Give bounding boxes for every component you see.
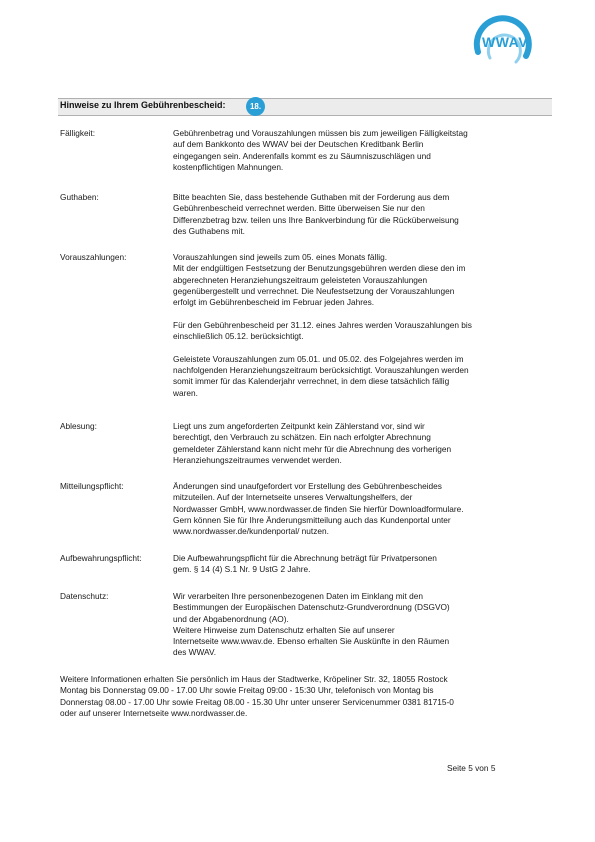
text-line: somit immer für das Kalenderjahr verrechnet, in dem diese tatsächlich fällig	[173, 376, 450, 387]
section-body	[173, 128, 548, 173]
section-label: Aufbewahrungspflicht:	[60, 553, 142, 563]
text-line: Nordwasser GmbH, www.nordwasser.de finden Sie hierfür Downloadformulare.	[173, 503, 464, 514]
page-number: Seite 5 von 5	[447, 763, 496, 773]
text-line: kostenpflichtigen Mahnungen.	[173, 161, 284, 172]
text-line: Mit der endgültigen Festsetzung der Benutzungsgebühren werden diese den im	[173, 263, 466, 274]
section-body	[173, 553, 548, 576]
section-body	[173, 481, 548, 537]
text-line: des Guthabens mit.	[173, 225, 245, 236]
text-line: abgerechneten Heranziehungszeitraum geleisteten Vorauszahlungen	[173, 274, 428, 285]
text-line: auf dem Bankkonto des WWAV bei der Deutschen Kreditbank Berlin	[173, 139, 424, 150]
text-line: und der Abgabenordnung (AO).	[173, 613, 289, 624]
text-line: Wir verarbeiten Ihre personenbezogenen Daten im Einklang mit den	[173, 591, 423, 601]
text-line: Weitere Hinweise zum Datenschutz erhalten Sie auf unserer	[173, 624, 395, 635]
text-line: Bitte beachten Sie, dass bestehende Guthaben mit der Forderung aus dem	[173, 192, 450, 202]
footer-line: Weitere Informationen erhalten Sie persönlich im Haus der Stadtwerke, Kröpeliner Str. 32, 18055 Rostock	[60, 674, 448, 684]
section-body	[173, 252, 548, 399]
text-line: Für den Gebührenbescheid per 31.12. eines Jahres werden Vorauszahlungen bis	[173, 319, 472, 330]
text-line: gegenübergestellt und verrechnet. Die Neufestsetzung der Vorauszahlungen	[173, 285, 455, 296]
text-line: Differenzbetrag bzw. teilen uns Ihre Bankverbindung für die Rücküberweisung	[173, 214, 459, 225]
section-label: Mitteilungspflicht:	[60, 481, 124, 491]
text-line: Heranziehungszeitraumes verwendet werden.	[173, 454, 342, 465]
footer-info	[60, 674, 540, 719]
text-line: eingegangen sein. Anderenfalls kommt es zu Säumniszuschlägen und	[173, 150, 431, 161]
text-line: Vorauszahlungen sind jeweils zum 05. eines Monats fällig.	[173, 252, 387, 262]
footer-line: Donnerstag 08.00 - 17.00 Uhr sowie Freitag 08.00 - 15.30 Uhr unter unserer Servicenummer 0381 81715-0	[60, 696, 454, 707]
text-line: einschließlich 05.12. berücksichtigt.	[173, 331, 304, 342]
section-heading: Hinweise zu Ihrem Gebührenbescheid:	[60, 100, 226, 110]
footer-line: oder auf unserer Internetseite www.nordwasser.de.	[60, 707, 248, 718]
text-line: gemeldeter Zählerstand kann nicht mehr für die Abrechnung des vorherigen	[173, 443, 452, 454]
text-line: Änderungen sind unaufgefordert vor Erstellung des Gebührenbescheides	[173, 481, 442, 491]
text-line: waren.	[173, 387, 198, 398]
section-body	[173, 591, 548, 659]
text-line: Liegt uns zum angeforderten Zeitpunkt kein Zählerstand vor, sind wir	[173, 421, 425, 431]
text-line: mitzuteilen. Auf der Internetseite unseres Verwaltungshelfers, der	[173, 492, 413, 503]
text-line: Internetseite www.wwav.de. Ebenso erhalten Sie Auskünfte in den Räumen	[173, 636, 450, 647]
text-line: Gern können Sie für Ihre Änderungsmitteilung auch das Kundenportal unter	[173, 514, 451, 525]
text-line: Gebührenbescheid verrechnet werden. Bitte überweisen Sie nur den	[173, 203, 425, 214]
text-line: Geleistete Vorauszahlungen zum 05.01. und 05.02. des Folgejahres werden im	[173, 353, 464, 364]
footer-line: Montag bis Donnerstag 09.00 - 17.00 Uhr sowie Freitag 09:00 - 15:30 Uhr, telefonisch von Montag bis	[60, 685, 434, 696]
section-label: Fälligkeit:	[60, 128, 96, 138]
section-label: Guthaben:	[60, 192, 99, 202]
text-line: Gebührenbetrag und Vorauszahlungen müssen bis zum jeweiligen Fälligkeitstag	[173, 128, 468, 138]
text-line: gem. § 14 (4) S.1 Nr. 9 UstG 2 Jahre.	[173, 564, 311, 575]
section-body	[173, 192, 548, 237]
page-badge: 18.	[246, 97, 265, 116]
section-label: Ablesung:	[60, 421, 97, 431]
logo-text: WWAV	[482, 34, 529, 50]
text-line: nachfolgenden Heranziehungszeitraum berücksichtigt. Vorauszahlungen werden	[173, 364, 469, 375]
section-label: Datenschutz:	[60, 591, 109, 601]
text-line: Die Aufbewahrungspflicht für die Abrechnung beträgt für Privatpersonen	[173, 553, 437, 563]
text-line: berechtigt, den Verbrauch zu schätzen. Ein nach erfolgter Abrechnung	[173, 432, 431, 443]
text-line: Bestimmungen der Europäischen Datenschutz-Grundverordnung (DSGVO)	[173, 602, 450, 613]
section-body	[173, 421, 548, 466]
text-line: www.nordwasser.de/kundenportal/ nutzen.	[173, 526, 329, 537]
section-label: Vorauszahlungen:	[60, 252, 127, 262]
text-line: des WWAV.	[173, 647, 217, 658]
text-line: erfolgt im Gebührenbescheid im Februar jeden Jahres.	[173, 297, 375, 308]
